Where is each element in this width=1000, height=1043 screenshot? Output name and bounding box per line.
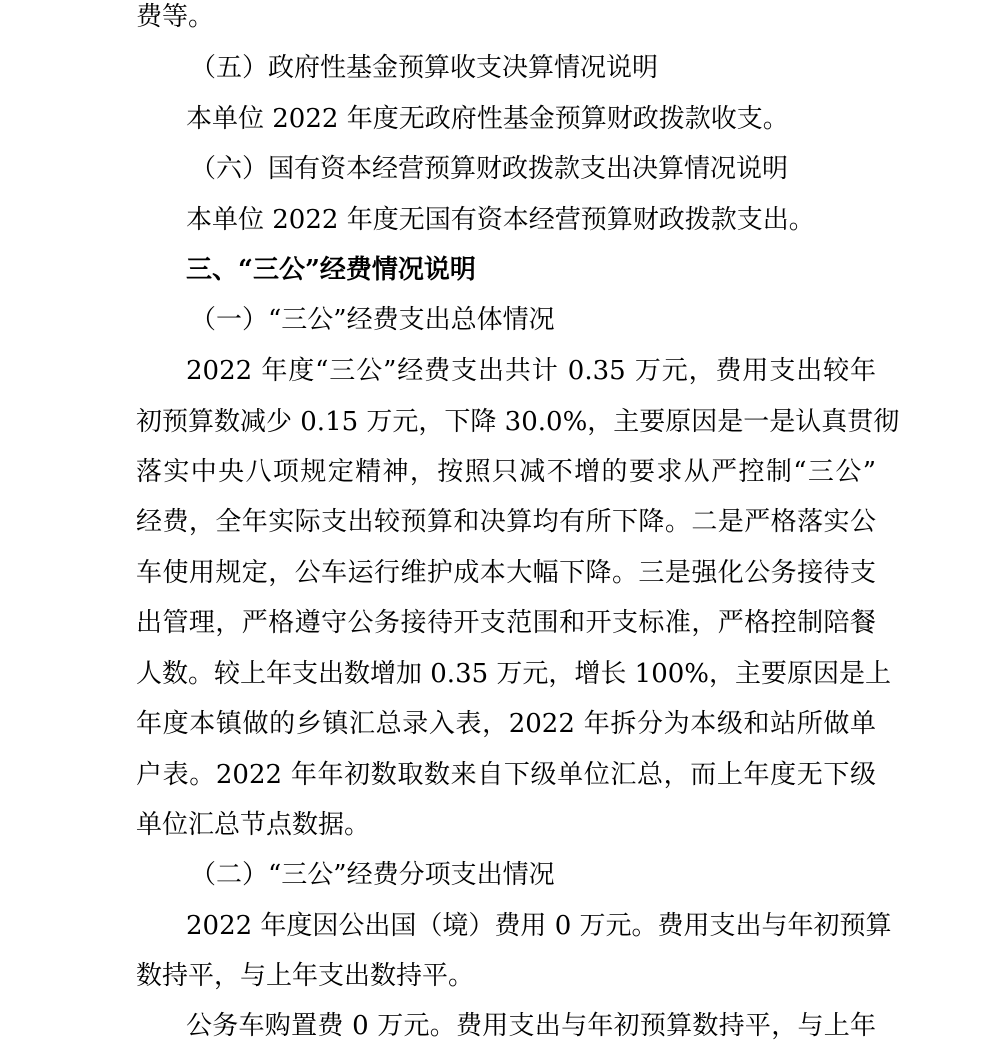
- paragraph-line: 单位汇总节点数据。: [136, 810, 371, 840]
- paragraph-line: 数持平，与上年支出数持平。: [136, 961, 475, 991]
- subsection-heading-6: （六）国有资本经营预算财政拨款支出决算情况说明: [190, 154, 789, 184]
- paragraph-line: 本单位 2022 年度无政府性基金预算财政拨款收支。: [186, 104, 789, 134]
- paragraph-line: 出管理，严格遵守公务接待开支范围和开支标准，严格控制陪餐: [136, 608, 876, 638]
- paragraph-line: 经费，全年实际支出较预算和决算均有所下降。二是严格落实公: [136, 507, 876, 537]
- paragraph-line: 人数。较上年支出数增加 0.35 万元，增长 100%，主要原因是上: [136, 659, 892, 689]
- section-heading-3: 三、“三公”经费情况说明: [186, 255, 476, 285]
- text-line-continuation: 费等。: [136, 2, 215, 32]
- subsection-heading-5: （五）政府性基金预算收支决算情况说明: [190, 53, 659, 83]
- paragraph-line: 2022 年度“三公”经费支出共计 0.35 万元，费用支出较年: [186, 356, 876, 386]
- paragraph-line: 户表。2022 年年初数取数来自下级单位汇总，而上年度无下级: [136, 760, 876, 790]
- subsection-heading-1: （一）“三公”经费支出总体情况: [190, 305, 555, 335]
- subsection-heading-2: （二）“三公”经费分项支出情况: [190, 860, 555, 890]
- paragraph-line: 2022 年度因公出国（境）费用 0 万元。费用支出与年初预算: [186, 911, 892, 941]
- paragraph-line: 年度本镇做的乡镇汇总录入表，2022 年拆分为本级和站所做单: [136, 709, 876, 739]
- paragraph-line: 本单位 2022 年度无国有资本经营预算财政拨款支出。: [186, 205, 815, 235]
- paragraph-line: 公务车购置费 0 万元。费用支出与年初预算数持平，与上年: [186, 1011, 876, 1041]
- paragraph-line: 落实中央八项规定精神，按照只减不增的要求从严控制“三公”: [136, 457, 876, 487]
- paragraph-line: 初预算数减少 0.15 万元，下降 30.0%，主要原因是一是认真贯彻: [136, 407, 900, 437]
- paragraph-line: 车使用规定，公车运行维护成本大幅下降。三是强化公务接待支: [136, 558, 876, 588]
